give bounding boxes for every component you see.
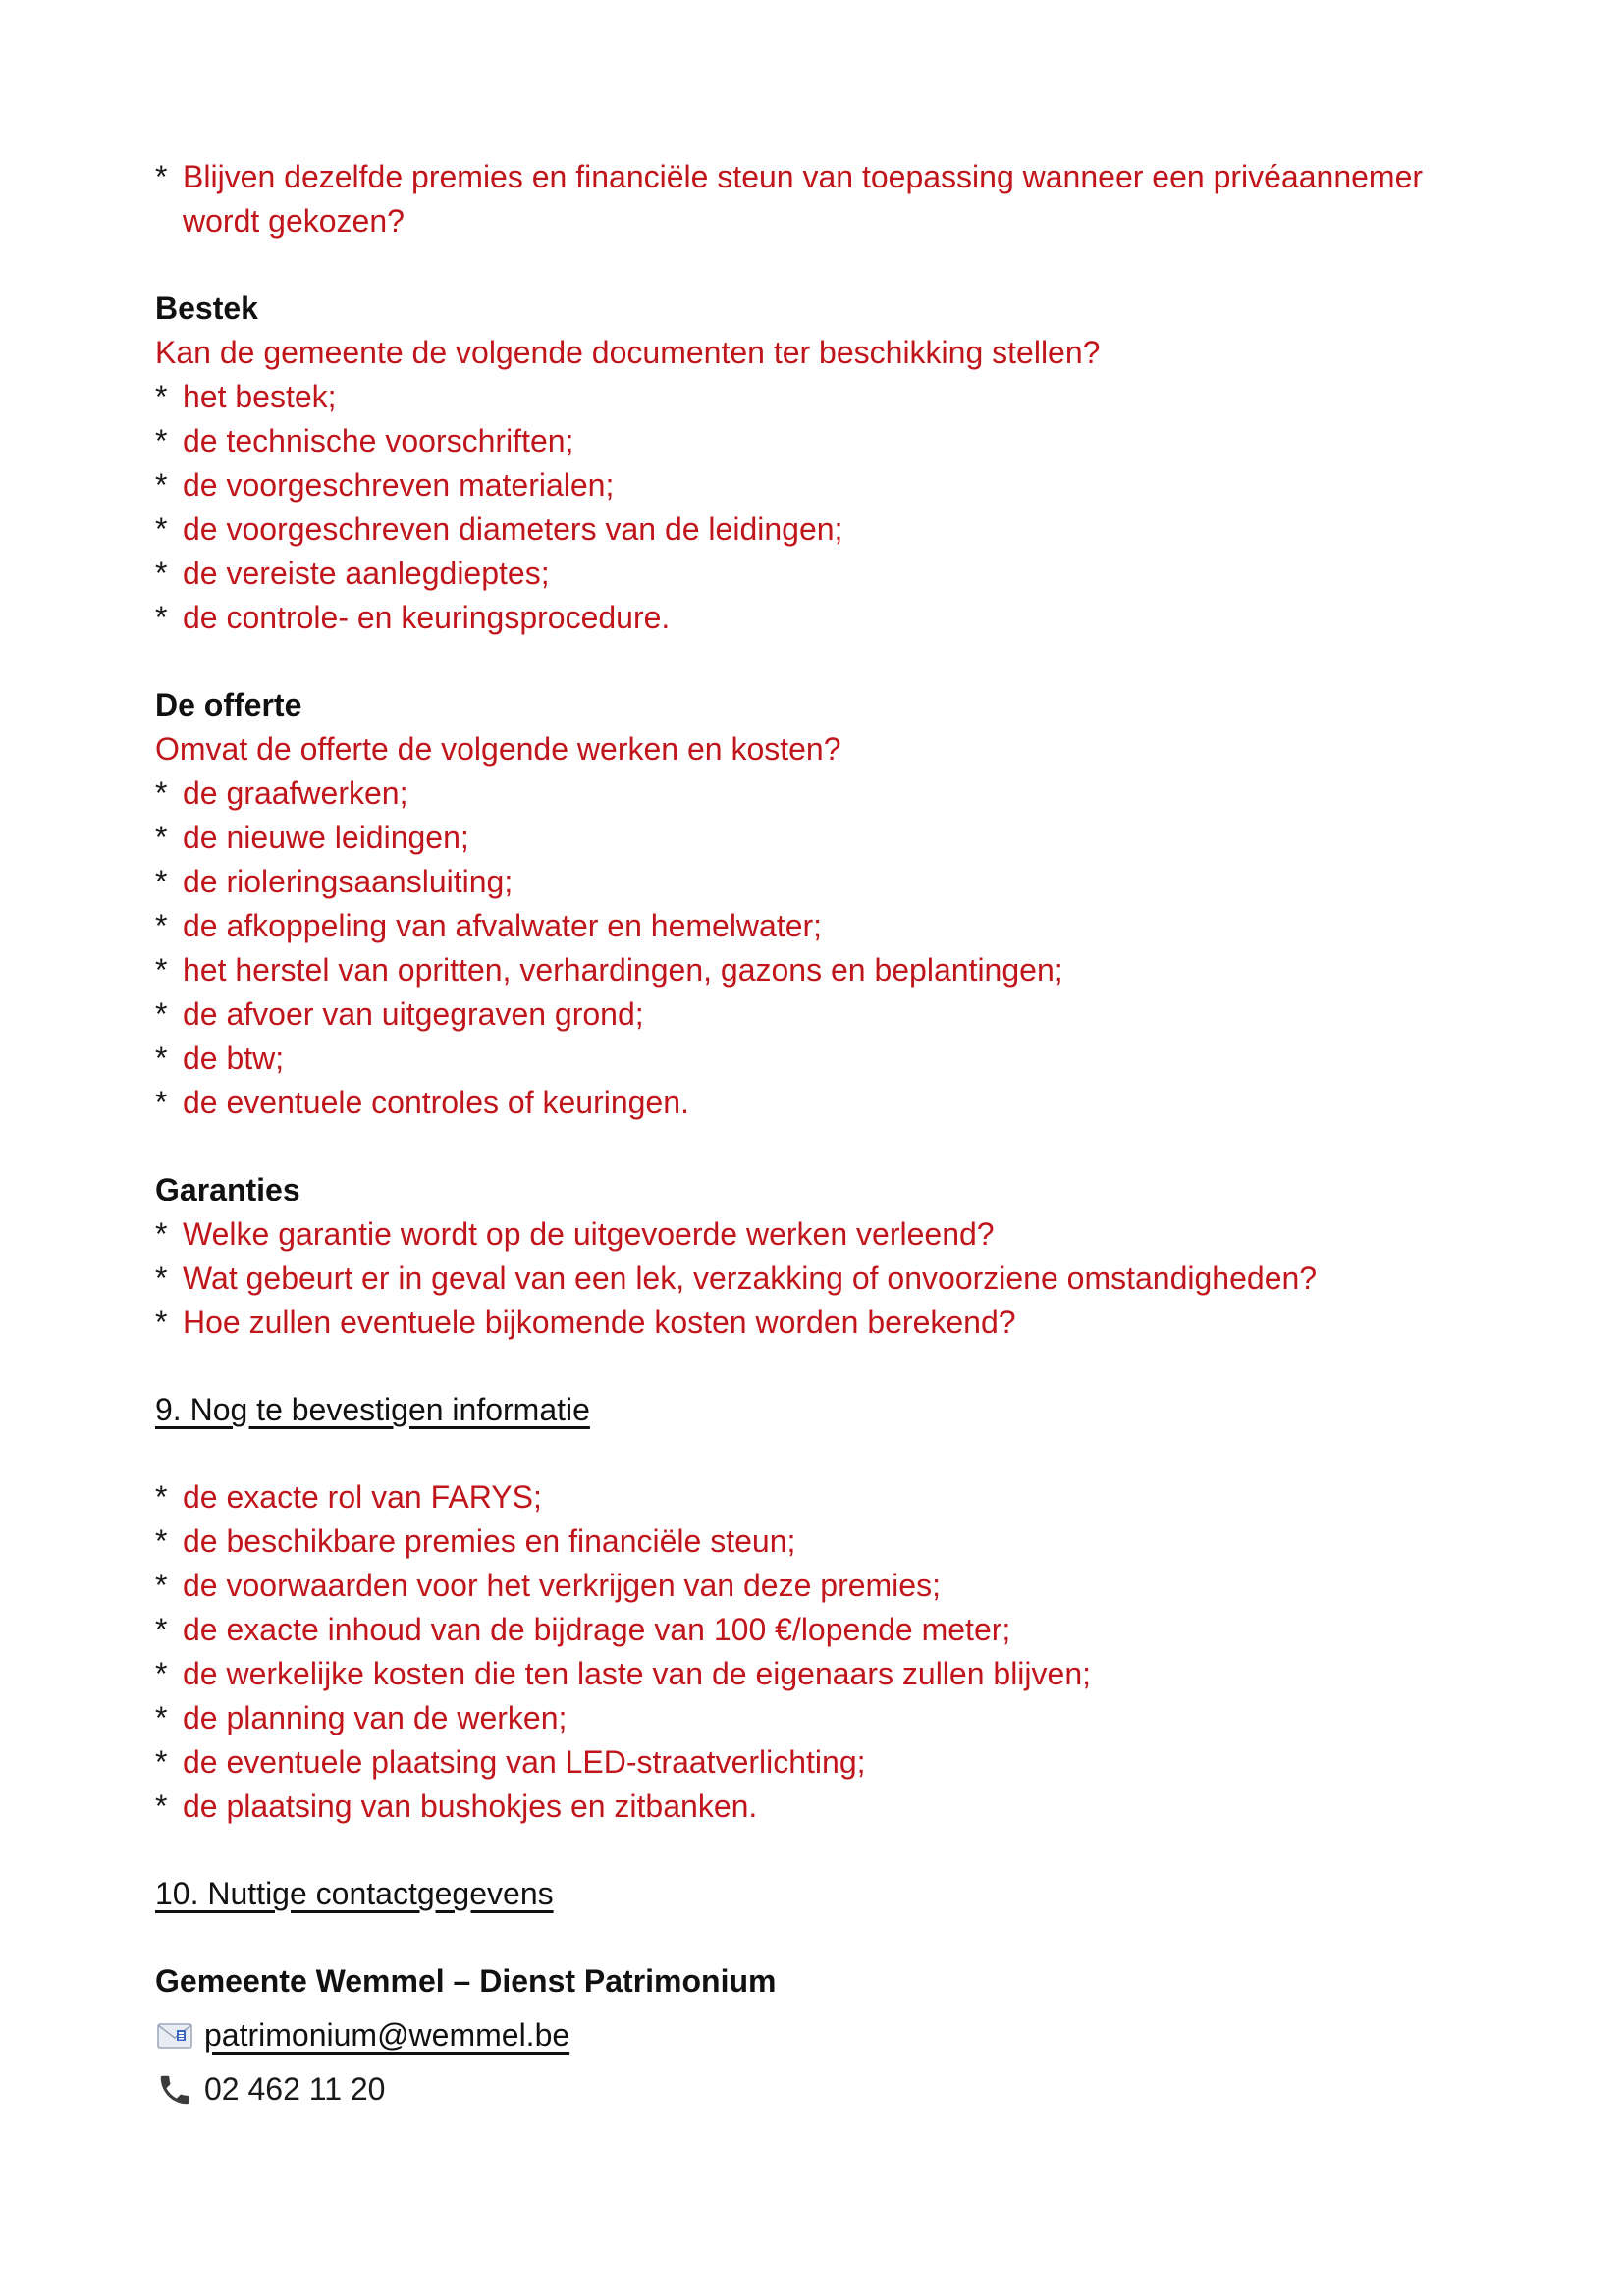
list-item — [155, 1564, 1428, 1608]
list-item-text: de rioleringsaansluiting; — [183, 864, 514, 899]
bestek-question: Kan de gemeente de volgende documenten ter beschikking stellen? — [155, 335, 1101, 370]
list-item — [155, 507, 1428, 552]
list-item — [155, 1785, 1428, 1829]
bullet-star: * — [155, 820, 168, 855]
list-item-text: het bestek; — [183, 379, 337, 414]
section-heading-offerte: De offerte — [155, 687, 302, 722]
list-item-text: de graafwerken; — [183, 775, 408, 811]
section-heading-garanties: Garanties — [155, 1172, 300, 1207]
list-item-text: de eventuele controles of keuringen. — [183, 1085, 689, 1120]
list-item-text: de afkoppeling van afvalwater en hemelwater; — [183, 908, 823, 943]
envelope-icon — [155, 2016, 194, 2056]
list-item — [155, 419, 1428, 463]
list-item — [155, 816, 1428, 860]
bullet-star: * — [155, 775, 168, 811]
bullet-star: * — [155, 1700, 168, 1735]
list-item — [155, 1475, 1428, 1520]
contact-organisation: Gemeente Wemmel – Dienst Patrimonium — [155, 1963, 777, 1999]
list-item-text: Hoe zullen eventuele bijkomende kosten worden berekend? — [183, 1305, 1016, 1340]
list-item — [155, 860, 1428, 904]
bullet-star: * — [155, 1789, 168, 1824]
bullet-star: * — [155, 1305, 168, 1340]
list-item-text: de afvoer van uitgegraven grond; — [183, 996, 644, 1032]
list-item-text: de beschikbare premies en financiële steun; — [183, 1523, 796, 1559]
contact-email-row — [155, 2013, 1428, 2057]
list-item-text: de controle- en keuringsprocedure. — [183, 600, 671, 635]
bullet-star: * — [155, 600, 168, 635]
bullet-star: * — [155, 1612, 168, 1647]
section9-list — [155, 1475, 1428, 1829]
bullet-star: * — [155, 1041, 168, 1076]
bullet-star: * — [155, 1479, 168, 1515]
list-item — [155, 375, 1428, 419]
bullet-star: * — [155, 1260, 168, 1296]
bullet-star: * — [155, 952, 168, 988]
bullet-star: * — [155, 864, 168, 899]
list-item-text: de werkelijke kosten die ten laste van de eigenaars zullen blijven; — [183, 1656, 1091, 1691]
contact-phone-number: 02 462 11 20 — [204, 2071, 386, 2107]
bullet-star: * — [155, 1656, 168, 1691]
list-item-text: Wat gebeurt er in geval van een lek, verzakking of onvoorziene omstandigheden? — [183, 1260, 1318, 1296]
bullet-star: * — [155, 423, 168, 458]
bullet-star: * — [155, 467, 168, 503]
list-item-text: de exacte inhoud van de bijdrage van 100 €/lopende meter; — [183, 1612, 1011, 1647]
garanties-list — [155, 1212, 1428, 1345]
list-item-text: de exacte rol van FARYS; — [183, 1479, 542, 1515]
offerte-question: Omvat de offerte de volgende werken en kosten? — [155, 731, 841, 767]
list-item-text: de vereiste aanlegdieptes; — [183, 556, 550, 591]
list-item-text: de voorwaarden voor het verkrijgen van deze premies; — [183, 1568, 941, 1603]
list-item — [155, 992, 1428, 1037]
list-item-text: het herstel van opritten, verhardingen, gazons en beplantingen; — [183, 952, 1063, 988]
list-item — [155, 1652, 1428, 1696]
list-item-text: de plaatsing van bushokjes en zitbanken. — [183, 1789, 758, 1824]
bullet-star: * — [155, 159, 168, 194]
bullet-star: * — [155, 1523, 168, 1559]
list-item — [155, 904, 1428, 948]
bullet-star: * — [155, 556, 168, 591]
bullet-star: * — [155, 379, 168, 414]
section-heading-bestek: Bestek — [155, 291, 258, 326]
list-item — [155, 596, 1428, 640]
phone-icon — [155, 2070, 194, 2109]
list-item — [155, 1301, 1428, 1345]
section-title-10: 10. Nuttige contactgegevens — [155, 1876, 554, 1911]
list-item-text: de btw; — [183, 1041, 285, 1076]
list-item-text: de eventuele plaatsing van LED-straatverlichting; — [183, 1744, 866, 1780]
list-item-text: de technische voorschriften; — [183, 423, 574, 458]
intro-list — [155, 155, 1428, 243]
contact-phone-row — [155, 2067, 1428, 2111]
list-item — [155, 1081, 1428, 1125]
bullet-star: * — [155, 1085, 168, 1120]
bullet-star: * — [155, 1744, 168, 1780]
list-item — [155, 1608, 1428, 1652]
list-item — [155, 1740, 1428, 1785]
list-item — [155, 772, 1428, 816]
list-item-text: Blijven dezelfde premies en financiële steun van toepassing wanneer een privéaannemer wordt gekozen? — [183, 159, 1424, 239]
section-title-9: 9. Nog te bevestigen informatie — [155, 1392, 590, 1427]
list-item — [155, 552, 1428, 596]
list-item — [155, 155, 1428, 243]
list-item — [155, 1212, 1428, 1256]
list-item-text: Welke garantie wordt op de uitgevoerde werken verleend? — [183, 1216, 995, 1252]
bullet-star: * — [155, 1568, 168, 1603]
contact-email-link[interactable]: patrimonium@wemmel.be — [204, 2017, 570, 2053]
list-item-text: de voorgeschreven diameters van de leidingen; — [183, 511, 843, 547]
list-item — [155, 1037, 1428, 1081]
list-item — [155, 1696, 1428, 1740]
list-item-text: de voorgeschreven materialen; — [183, 467, 615, 503]
bullet-star: * — [155, 1216, 168, 1252]
list-item — [155, 1520, 1428, 1564]
offerte-list — [155, 772, 1428, 1125]
bullet-star: * — [155, 908, 168, 943]
list-item — [155, 1256, 1428, 1301]
list-item-text: de planning van de werken; — [183, 1700, 568, 1735]
list-item-text: de nieuwe leidingen; — [183, 820, 469, 855]
list-item — [155, 463, 1428, 507]
bestek-list — [155, 375, 1428, 640]
bullet-star: * — [155, 996, 168, 1032]
bullet-star: * — [155, 511, 168, 547]
list-item — [155, 948, 1428, 992]
